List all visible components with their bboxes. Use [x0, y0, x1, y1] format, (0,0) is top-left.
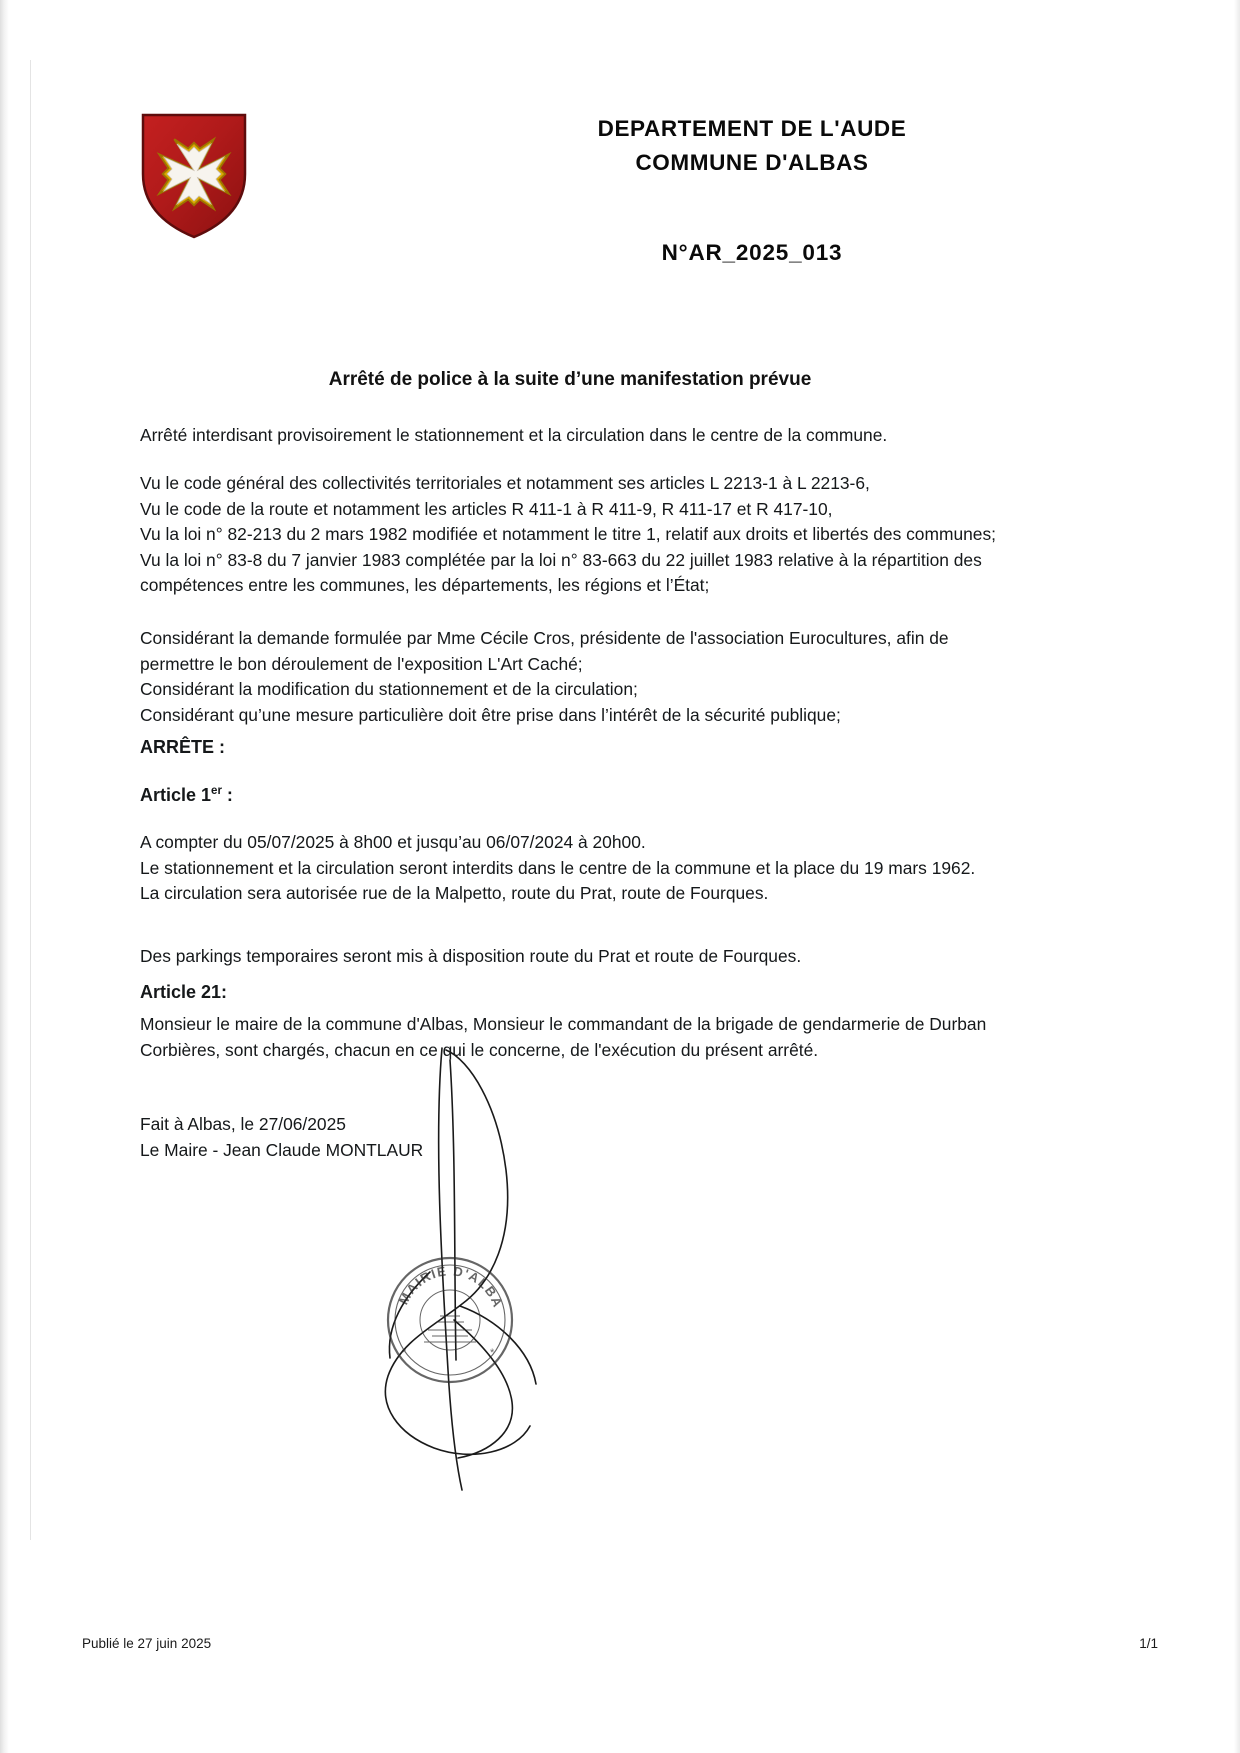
svg-text:MAIRIE D'ALBAS: MAIRIE D'ALBAS — [395, 1263, 506, 1323]
article-1-suffix: : — [221, 785, 233, 805]
parking-note — [140, 944, 1002, 970]
article-1-prefix: Article 1 — [140, 785, 212, 805]
vu-line: Vu le code de la route et notamment les articles R 411-1 à R 411-9, R 411-17 et R 417-10, — [140, 498, 833, 519]
header-title-block — [402, 112, 1102, 180]
intro-text: Arrêté interdisant provisoirement le stationnement et la circulation dans le centre de la commune. — [140, 425, 888, 445]
intro-paragraph — [140, 423, 1002, 449]
vu-line: Vu la loi n° 82-213 du 2 mars 1982 modifiée et notamment le titre 1, relatif aux droits et libertés des communes; — [140, 524, 996, 544]
page-title: Arrêté de police à la suite d’une manifestation prévue — [328, 369, 812, 390]
document-header — [140, 108, 1100, 288]
page-footer — [0, 1636, 1240, 1666]
department-line: DEPARTEMENT DE L'AUDE — [597, 116, 907, 141]
arrete-heading — [140, 735, 1002, 761]
commune-line: COMMUNE D'ALBAS — [635, 150, 869, 175]
article-21-body — [140, 1012, 1002, 1063]
closing-block — [140, 1112, 1002, 1163]
article-1-line: Le stationnement et la circulation seront interdits dans le centre de la commune et la place du 19 mars 1962. — [140, 857, 976, 878]
considerant-clauses — [140, 626, 1002, 728]
considerant-line: Considérant la demande formulée par Mme Cécile Cros, présidente de l'association Eurocultures, afin de permettre le bon déroulement de l'exposition L'Art Caché; — [140, 628, 949, 674]
coat-of-arms-icon — [140, 112, 248, 240]
article-1-heading — [140, 783, 1002, 809]
article-1-ordinal: er — [211, 785, 222, 797]
vu-line: Vu le code général des collectivités territoriales et notamment ses articles L 2213-1 à L 2213-6, — [140, 473, 870, 493]
svg-text:*: * — [402, 1347, 407, 1359]
signature-and-stamp — [330, 1020, 630, 1520]
closing-place-date: Fait à Albas, le 27/06/2025 — [140, 1114, 346, 1134]
arrete-label: ARRÊTE : — [140, 737, 225, 757]
article-1-line: A compter du 05/07/2025 à 8h00 et jusqu’au 06/07/2024 à 20h00. — [140, 832, 646, 852]
article-1-body — [140, 830, 1002, 907]
published-date: Publié le 27 juin 2025 — [82, 1636, 212, 1651]
vu-clauses — [140, 471, 1002, 599]
parking-note-text: Des parkings temporaires seront mis à disposition route du Prat et route de Fourques. — [140, 946, 802, 966]
reference-number: N°AR_2025_013 — [661, 240, 843, 265]
article-1-line: La circulation sera autorisée rue de la Malpetto, route du Prat, route de Fourques. — [140, 883, 769, 903]
article-21-line: Monsieur le maire de la commune d'Albas, Monsieur le commandant de la brigade de gendarmerie de Durban Corbières, sont chargés, chacun en ce qui le concerne, de l'exécution du présent arrêté. — [140, 1014, 987, 1060]
page-number: 1/1 — [1139, 1636, 1158, 1651]
considerant-line: Considérant qu’une mesure particulière doit être prise dans l’intérêt de la sécurité publique; — [140, 704, 841, 725]
considerant-line: Considérant la modification du stationnement et de la circulation; — [140, 679, 638, 699]
article-1-heading-text — [140, 783, 1002, 809]
article-21-heading-text: Article 21: — [140, 982, 228, 1002]
article-21-heading — [140, 980, 1002, 1006]
closing-signatory: Le Maire - Jean Claude MONTLAUR — [140, 1139, 424, 1160]
vu-line: Vu la loi n° 83-8 du 7 janvier 1983 complétée par la loi n° 83-663 du 22 juillet 1983 relative à la répartition des compétences entre les communes, les départements, les régions et l’État; — [140, 549, 982, 595]
svg-text:*: * — [490, 1347, 495, 1359]
